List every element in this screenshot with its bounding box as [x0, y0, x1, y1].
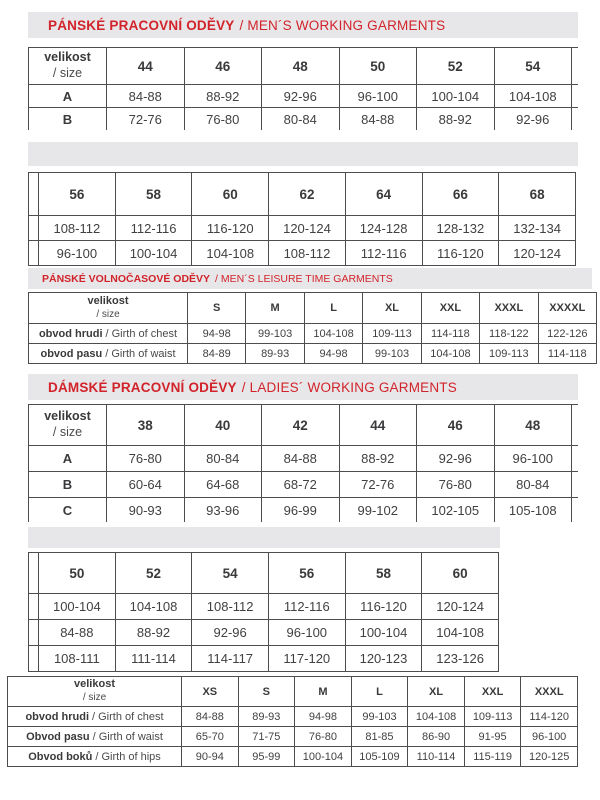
header-cell: [572, 405, 579, 446]
table-cell: 96-100: [494, 446, 572, 472]
label-normal: / Girth of chest: [105, 327, 178, 340]
label-bold: Obvod pasu: [26, 730, 90, 743]
table-cell: [8, 747, 182, 767]
table-cell: 84-88: [262, 446, 340, 472]
table-row: [29, 216, 576, 241]
table-cell: 84-88: [182, 707, 239, 727]
header-cell: 48: [494, 405, 572, 446]
label-normal: / size: [52, 66, 83, 80]
table-cell: 104-108: [421, 344, 479, 364]
table-cell: 89-93: [246, 344, 304, 364]
table-cell: 76-80: [417, 472, 495, 498]
header-cell: 40: [184, 405, 262, 446]
header-cell: [29, 293, 188, 324]
header-cell: L: [351, 677, 408, 707]
table-cell: [29, 324, 188, 344]
table-cell: 88-92: [339, 446, 417, 472]
table-cell: [29, 241, 39, 266]
label-bold: velikost: [44, 50, 91, 65]
table-cell: 90-93: [107, 498, 185, 523]
table-cell: 114-120: [521, 707, 578, 727]
table-cell: [29, 646, 39, 672]
table-cell: 88-92: [115, 620, 192, 646]
header-cell: 50: [339, 48, 417, 85]
table-cell: 88-92: [417, 108, 495, 131]
table-cell: 94-98: [188, 324, 246, 344]
table-cell: [29, 594, 39, 620]
header-cell: M: [295, 677, 352, 707]
table-cell: 116-120: [192, 216, 269, 241]
header-cell: XXXXL: [538, 293, 596, 324]
table-cell: 88-92: [184, 85, 262, 108]
table-cell: 112-116: [268, 594, 345, 620]
header-cell: 38: [107, 405, 185, 446]
header-cell: 46: [417, 405, 495, 446]
label-normal: / size: [96, 308, 120, 320]
table-cell: [29, 620, 39, 646]
table-cell: 100-104: [295, 747, 352, 767]
ladies-working-sizes-table-1: [28, 404, 578, 522]
table-row: [29, 498, 579, 523]
header-cell: [572, 48, 579, 85]
table-cell: 132-134: [499, 216, 576, 241]
table-cell: 112-116: [345, 241, 422, 266]
table-cell: 116-120: [345, 594, 422, 620]
table-cell: 111-114: [115, 646, 192, 672]
table-cell: 86-90: [408, 727, 465, 747]
table-cell: 84-89: [188, 344, 246, 364]
table-cell: 92-96: [192, 620, 269, 646]
header-cell: [8, 677, 182, 707]
header-cell: M: [246, 293, 304, 324]
table-row: [29, 646, 499, 672]
header-cell: XXL: [464, 677, 521, 707]
table-cell: 120-124: [499, 241, 576, 266]
header-cell: 64: [345, 173, 422, 216]
divider-band-mens: [28, 142, 578, 166]
table-cell: [572, 472, 579, 498]
header-cell: 46: [184, 48, 262, 85]
header-cell: L: [304, 293, 362, 324]
table-cell: [8, 707, 182, 727]
table-cell: 108-111: [39, 646, 116, 672]
table-row: [29, 594, 499, 620]
label-bold: velikost: [74, 678, 115, 691]
table-cell: 108-112: [39, 216, 116, 241]
label-bold: obvod hrudi: [38, 327, 103, 340]
table-cell: 89-93: [238, 707, 295, 727]
table-cell: 105-109: [351, 747, 408, 767]
table-cell: 96-100: [39, 241, 116, 266]
table-cell: 118-122: [480, 324, 538, 344]
table-cell: 84-88: [39, 620, 116, 646]
table-cell: 65-70: [182, 727, 239, 747]
header-cell: 54: [494, 48, 572, 85]
table-cell: 100-104: [115, 241, 192, 266]
table-cell: 120-125: [521, 747, 578, 767]
section-title-czech: PÁNSKÉ PRACOVNÍ ODĚVY: [48, 17, 235, 33]
table-cell: 96-100: [339, 85, 417, 108]
table-cell: 114-117: [192, 646, 269, 672]
table-cell: 102-105: [417, 498, 495, 523]
header-row: [8, 677, 578, 707]
table-cell: 108-112: [269, 241, 346, 266]
table-cell: 104-108: [422, 620, 499, 646]
table-row: [29, 324, 597, 344]
table-cell: A: [29, 85, 107, 108]
table-cell: 99-103: [246, 324, 304, 344]
table-cell: 114-118: [538, 344, 596, 364]
table-cell: [8, 727, 182, 747]
section-title-czech: DÁMSKÉ PRACOVNÍ ODĚVY: [48, 379, 237, 395]
header-cell: 44: [339, 405, 417, 446]
table-row: [29, 472, 579, 498]
label-normal: / Girth of hips: [95, 750, 161, 763]
table-cell: 109-113: [363, 324, 421, 344]
table-cell: [572, 108, 579, 131]
table-row: [29, 446, 579, 472]
table-cell: 84-88: [339, 108, 417, 131]
header-cell: 52: [115, 553, 192, 594]
table-cell: 105-108: [494, 498, 572, 523]
header-cell: [29, 48, 107, 85]
table-cell: 104-108: [408, 707, 465, 727]
header-cell: 56: [39, 173, 116, 216]
table-cell: 80-84: [262, 108, 340, 131]
table-cell: 104-108: [115, 594, 192, 620]
table-cell: 76-80: [295, 727, 352, 747]
table-cell: C: [29, 498, 107, 523]
section-title-czech: PÁNSKÉ VOLNOČASOVÉ ODĚVY: [42, 272, 211, 285]
table-cell: 122-126: [538, 324, 596, 344]
header-cell: XXXL: [521, 677, 578, 707]
table-cell: 80-84: [184, 446, 262, 472]
section-header-mens-leisure: [28, 268, 592, 289]
mens-working-sizes-table-1: [28, 47, 578, 130]
label-bold: velikost: [87, 294, 129, 307]
header-cell: 56: [268, 553, 345, 594]
table-cell: 96-99: [262, 498, 340, 523]
header-cell: 44: [107, 48, 185, 85]
table-row: [29, 241, 576, 266]
ladies-measurements-table: [7, 676, 578, 767]
section-title-english: / MEN´S LEISURE TIME GARMENTS: [215, 272, 393, 285]
header-cell: 68: [499, 173, 576, 216]
table-cell: 95-99: [238, 747, 295, 767]
header-cell: S: [238, 677, 295, 707]
header-cell: S: [188, 293, 246, 324]
table-cell: 123-126: [422, 646, 499, 672]
table-cell: 100-104: [417, 85, 495, 108]
header-cell: 60: [422, 553, 499, 594]
table-cell: 92-96: [417, 446, 495, 472]
table-cell: 120-124: [422, 594, 499, 620]
label-normal: / Girth of waist: [92, 730, 163, 743]
table-cell: 115-119: [464, 747, 521, 767]
table-cell: 91-95: [464, 727, 521, 747]
header-cell: [29, 405, 107, 446]
table-cell: 60-64: [107, 472, 185, 498]
table-cell: 72-76: [339, 472, 417, 498]
table-cell: A: [29, 446, 107, 472]
table-cell: 114-118: [421, 324, 479, 344]
header-cell: 48: [262, 48, 340, 85]
table-cell: B: [29, 472, 107, 498]
section-title-english: / MEN´S WORKING GARMENTS: [239, 17, 446, 33]
table-cell: 96-100: [268, 620, 345, 646]
table-cell: 117-120: [268, 646, 345, 672]
table-cell: 100-104: [345, 620, 422, 646]
table-cell: 99-103: [351, 707, 408, 727]
header-row: [29, 553, 499, 594]
table-cell: 110-114: [408, 747, 465, 767]
table-cell: 104-108: [192, 241, 269, 266]
mens-leisure-sizes-table: [28, 292, 597, 364]
table-cell: 112-116: [115, 216, 192, 241]
table-cell: 81-85: [351, 727, 408, 747]
label-bold: velikost: [44, 409, 91, 424]
table-row: [29, 344, 597, 364]
table-row: [29, 108, 579, 131]
section-header-mens-working: [28, 12, 578, 38]
table-cell: 104-108: [494, 85, 572, 108]
table-cell: [572, 498, 579, 523]
table-cell: 94-98: [304, 344, 362, 364]
table-cell: [29, 216, 39, 241]
label-normal: / size: [82, 692, 107, 704]
table-cell: 99-102: [339, 498, 417, 523]
header-cell: XL: [363, 293, 421, 324]
table-cell: 76-80: [184, 108, 262, 131]
table-row: [8, 707, 578, 727]
table-row: [8, 747, 578, 767]
table-cell: 128-132: [422, 216, 499, 241]
table-cell: 76-80: [107, 446, 185, 472]
table-cell: 124-128: [345, 216, 422, 241]
header-row: [29, 293, 597, 324]
table-cell: 100-104: [39, 594, 116, 620]
label-bold: obvod hrudi: [25, 710, 89, 723]
table-cell: 94-98: [295, 707, 352, 727]
header-cell: XL: [408, 677, 465, 707]
table-cell: 71-75: [238, 727, 295, 747]
table-cell: 90-94: [182, 747, 239, 767]
table-cell: 120-124: [269, 216, 346, 241]
table-cell: 92-96: [262, 85, 340, 108]
ladies-working-table-part1-clip: [28, 404, 578, 522]
table-cell: [572, 446, 579, 472]
header-cell: 58: [345, 553, 422, 594]
header-cell: XXXL: [480, 293, 538, 324]
table-cell: 108-112: [192, 594, 269, 620]
table-cell: 120-123: [345, 646, 422, 672]
header-cell: 58: [115, 173, 192, 216]
table-cell: 109-113: [464, 707, 521, 727]
table-row: [29, 620, 499, 646]
header-cell: 42: [262, 405, 340, 446]
label-bold: Obvod boků: [28, 750, 93, 763]
table-cell: 96-100: [521, 727, 578, 747]
section-header-ladies-working: [28, 374, 578, 400]
header-cell: 50: [39, 553, 116, 594]
table-cell: 84-88: [107, 85, 185, 108]
ladies-working-sizes-table-2: [28, 552, 499, 672]
divider-band-ladies: [28, 527, 500, 548]
table-cell: 93-96: [184, 498, 262, 523]
table-cell: 68-72: [262, 472, 340, 498]
table-cell: 72-76: [107, 108, 185, 131]
table-cell: B: [29, 108, 107, 131]
header-cell: [29, 173, 39, 216]
label-normal: / size: [52, 425, 83, 439]
header-cell: 62: [269, 173, 346, 216]
header-row: [29, 405, 579, 446]
table-cell: [572, 85, 579, 108]
table-cell: 104-108: [304, 324, 362, 344]
table-cell: 64-68: [184, 472, 262, 498]
table-cell: 109-113: [480, 344, 538, 364]
header-cell: XS: [182, 677, 239, 707]
header-cell: [29, 553, 39, 594]
table-cell: 99-103: [363, 344, 421, 364]
table-cell: 92-96: [494, 108, 572, 131]
header-cell: XXL: [421, 293, 479, 324]
table-row: [29, 85, 579, 108]
header-cell: 66: [422, 173, 499, 216]
mens-working-table-part1-clip: [28, 47, 578, 130]
header-cell: 54: [192, 553, 269, 594]
header-row: [29, 48, 579, 85]
label-normal: / Girth of waist: [105, 347, 176, 360]
table-cell: [29, 344, 188, 364]
label-bold: obvod pasu: [40, 347, 103, 360]
label-normal: / Girth of chest: [92, 710, 164, 723]
table-cell: 80-84: [494, 472, 572, 498]
header-cell: 52: [417, 48, 495, 85]
header-row: [29, 173, 576, 216]
header-cell: 60: [192, 173, 269, 216]
table-row: [8, 727, 578, 747]
table-cell: 116-120: [422, 241, 499, 266]
section-title-english: / LADIES´ WORKING GARMENTS: [241, 379, 457, 395]
mens-working-sizes-table-2: [28, 172, 576, 266]
